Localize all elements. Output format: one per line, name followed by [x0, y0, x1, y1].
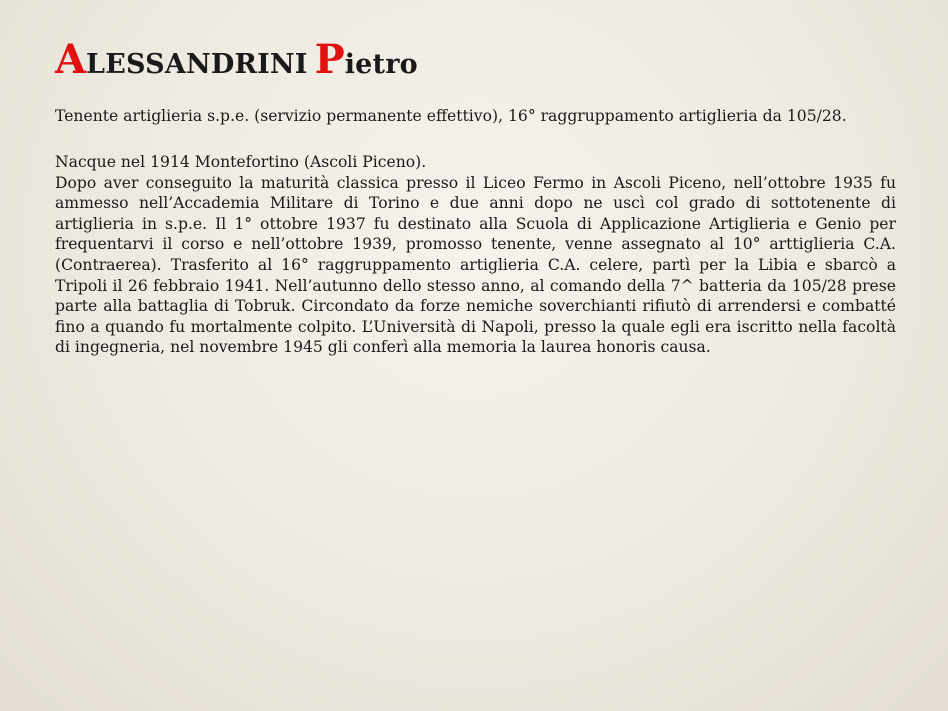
- slide-title: [55, 36, 418, 83]
- surname-rest: LESSANDRINI: [86, 49, 308, 80]
- given-name-initial: P: [314, 36, 345, 83]
- given-name-rest: ietro: [344, 49, 418, 80]
- surname-initial: A: [55, 36, 87, 83]
- biography-text: Dopo aver conseguito la maturità classica presso il Liceo Fermo in Ascoli Piceno, nell’ottobre 1935 fu ammesso nell’Accademia Militare di Torino e due anni dopo ne uscì col grado di sottotenente di artiglieria in s.p.e. Il 1° ottobre 1937 fu destinato alla Scuola di Applicazione Artiglieria e Genio per frequentarvi il corso e nell’ottobre 1939, promosso tenente, venne assegnato al 10° arttiglieria C.A. (Contraerea). Trasferito al 16° raggruppamento artiglieria C.A. celere, partì per la Libia e sbarcò a Tripoli il 26 febbraio 1941. Nell’autunno dello stesso anno, al comando della 7^ batteria da 105/28 prese parte alla battaglia di Tobruk. Circondato da forze nemiche soverchianti rifiutò di arrendersi e combatté fino a quando fu mortalmente colpito. L’Università di Napoli, presso la quale egli era iscritto nella facoltà di ingegneria, nel novembre 1945 gli conferì alla memoria la laurea honoris causa.: [55, 173, 896, 357]
- rank-line: Tenente artiglieria s.p.e. (servizio permanente effettivo), 16° raggruppamento artiglieria da 105/28.: [55, 107, 847, 125]
- biography-block: [55, 152, 896, 358]
- birth-line: Nacque nel 1914 Montefortino (Ascoli Piceno).: [55, 153, 427, 171]
